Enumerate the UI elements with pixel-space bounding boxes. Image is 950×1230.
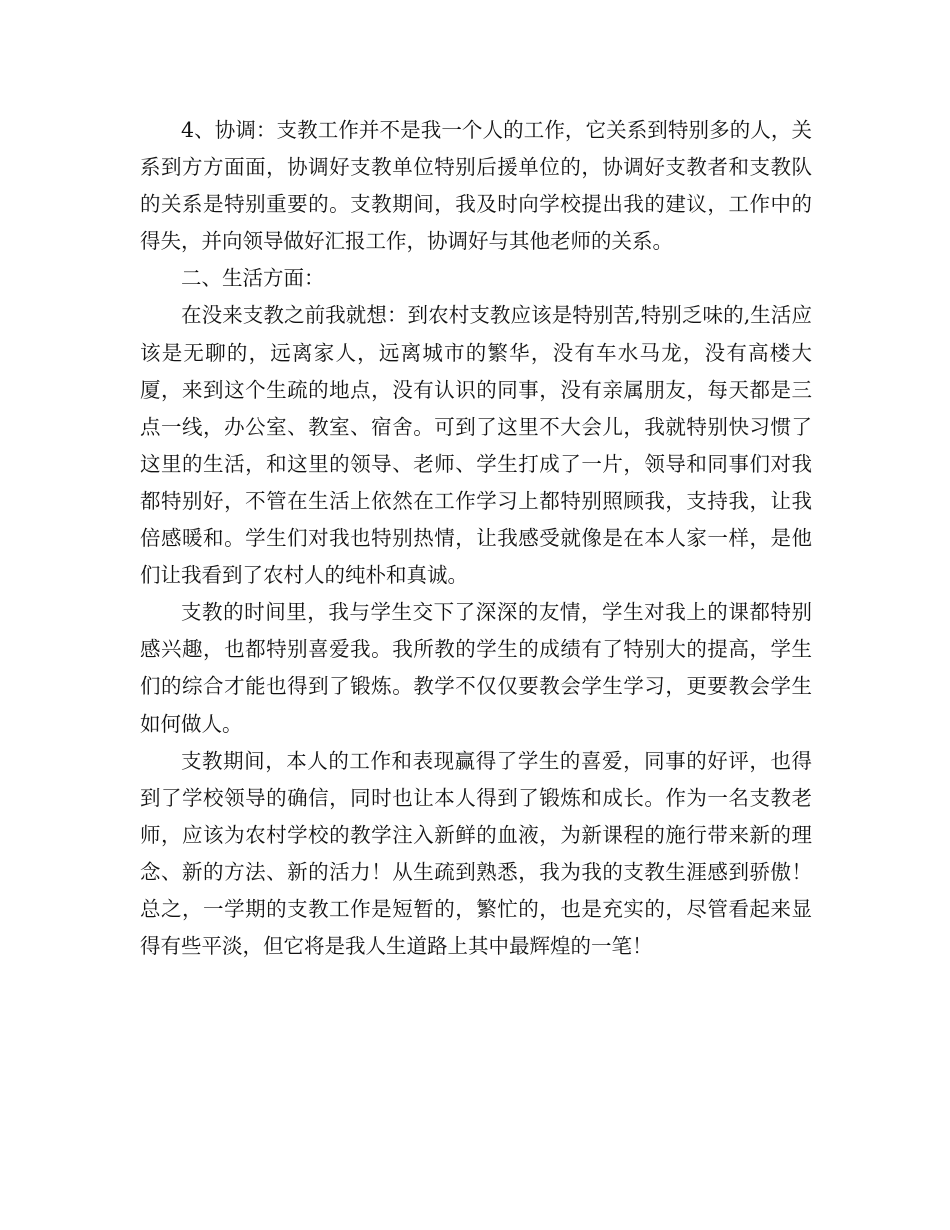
- paragraph-before-teaching: 在没来支教之前我就想：到农村支教应该是特别苦,特别乏味的,生活应该是无聊的，远离家人，远离城市的繁华，没有车水马龙，没有高楼大厦，来到这个生疏的地点，没有认识的同事，没有亲属朋友，每天都是三点一线，办公室、教室、宿舍。可到了这里不大会儿，我就特别快习惯了这里的生活，和这里的领导、老师、学生打成了一片，领导和同事们对我都特别好，不管在生活上依然在工作学习上都特别照顾我，支持我，让我倍感暖和。学生们对我也特别热情，让我感受就像是在本人家一样，是他们让我看到了农村人的纯朴和真诚。: [140, 303, 812, 588]
- paragraph-conclusion: 支教期间，本人的工作和表现赢得了学生的喜爱，同事的好评，也得到了学校领导的确信，同时也让本人得到了锻炼和成长。作为一名支教老师，应该为农村学校的教学注入新鲜的血液，为新课程的施行带来新的理念、新的方法、新的活力！从生疏到熟悉，我为我的支教生涯感到骄傲！总之，一学期的支教工作是短暂的，繁忙的，也是充实的，尽管看起来显得有些平淡，但它将是我人生道路上其中最辉煌的一笔！: [140, 748, 812, 959]
- paragraph-friendship: 支教的时间里，我与学生交下了深深的友情，学生对我上的课都特别感兴趣，也都特别喜爱我。我所教的学生的成绩有了特别大的提高，学生们的综合才能也得到了锻炼。教学不仅仅要教会学生学习，更要教会学生如何做人。: [140, 600, 812, 736]
- section-heading-life: 二、生活方面：: [181, 266, 325, 291]
- paragraph-coordination: 4、协调：支教工作并不是我一个人的工作，它关系到特别多的人，关系到方方面面，协调好支教单位特别后援单位的，协调好支教者和支教队的关系是特别重要的。支教期间，我及时向学校提出我的建议，工作中的得失，并向领导做好汇报工作，协调好与其他老师的关系。: [140, 118, 812, 254]
- document-body: [140, 112, 812, 965]
